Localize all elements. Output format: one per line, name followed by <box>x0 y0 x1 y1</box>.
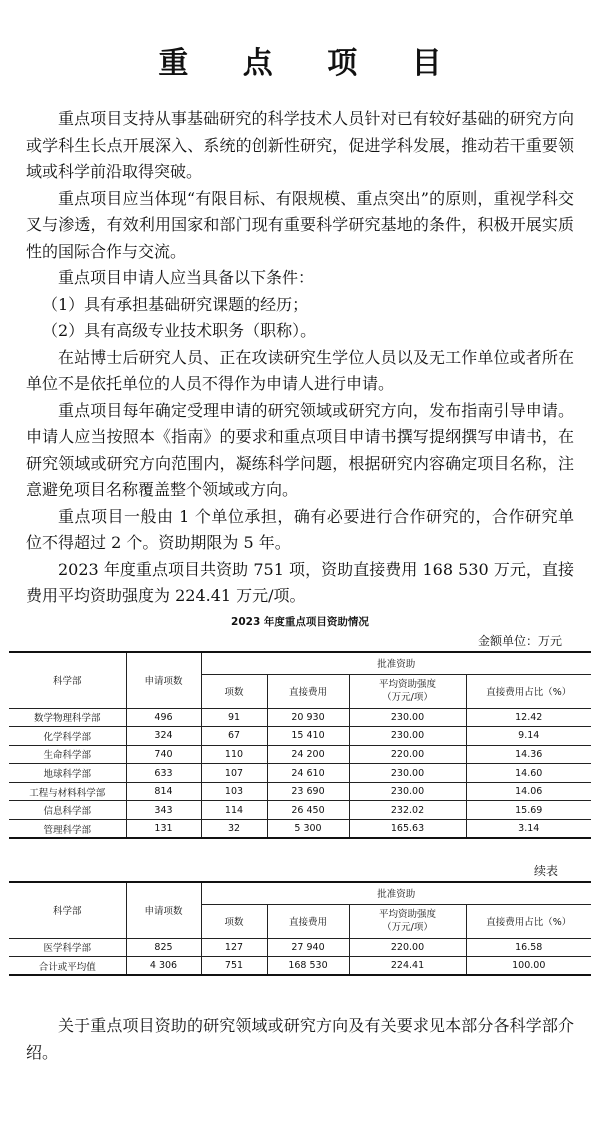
header-count: 项数 <box>201 674 267 708</box>
funding-table-continued <box>9 881 591 976</box>
table-row <box>9 801 591 820</box>
table-cell: 825 <box>126 938 201 957</box>
table-cell: 751 <box>201 957 267 976</box>
page-title: 重 点 项 目 <box>158 46 464 81</box>
paragraph: 2023 年度重点项目共资助 751 项，资助直接费用 168 530 万元，直接费用平均资助强度为 224.41 万元/项。 <box>26 559 574 605</box>
table-row <box>9 708 591 727</box>
table-cell: 5 300 <box>267 820 349 839</box>
paragraph: 重点项目每年确定受理申请的研究领域或研究方向，发布指南引导申请。申请人应当按照本《指南》的要求和重点项目申请书撰写提纲撰写申请书，在研究领域或研究方向范围内，凝练科学问题，根据研究内容确定项目名称，注意避免项目名称覆盖整个领域或方向。 <box>26 400 574 499</box>
table-cell: 110 <box>201 745 267 764</box>
table-cell: 14.06 <box>466 782 591 801</box>
table-cell: 26 450 <box>267 801 349 820</box>
header-avg-intensity: 平均资助强度 （万元/项） <box>349 674 466 708</box>
table-cell: 324 <box>126 727 201 746</box>
table-cell: 12.42 <box>466 708 591 727</box>
footer-note: 关于重点项目资助的研究领域或研究方向及有关要求见本部分各科学部介绍。 <box>26 1016 574 1062</box>
table-cell: 114 <box>201 801 267 820</box>
condition-item: （2）具有高级专业技术职务（职称）。 <box>42 321 317 340</box>
table-cell: 信息科学部 <box>9 801 126 820</box>
table-cell: 15.69 <box>466 801 591 820</box>
table-cell: 165.63 <box>349 820 466 839</box>
table-cell: 220.00 <box>349 938 466 957</box>
table-cell: 168 530 <box>267 957 349 976</box>
table-cell: 3.14 <box>466 820 591 839</box>
paragraph: 在站博士后研究人员、正在攻读研究生学位人员以及无工作单位或者所在单位不是依托单位的人员不得作为申请人进行申请。 <box>26 347 574 393</box>
header-approved: 批准资助 <box>201 652 591 674</box>
table-row <box>9 745 591 764</box>
table-cell: 91 <box>201 708 267 727</box>
header-applications: 申请项数 <box>126 652 201 708</box>
table-cell: 9.14 <box>466 727 591 746</box>
header-share: 直接费用占比（%） <box>466 904 591 938</box>
table-cell: 14.60 <box>466 764 591 783</box>
header-department: 科学部 <box>9 882 126 938</box>
table-cell: 16.58 <box>466 938 591 957</box>
paragraph: 重点项目支持从事基础研究的科学技术人员针对已有较好基础的研究方向或学科生长点开展深入、系统的创新性研究，促进学科发展，推动若干重要领域或科学前沿取得突破。 <box>26 109 574 181</box>
table-cell: 131 <box>126 820 201 839</box>
table-unit: 金额单位：万元 <box>477 634 562 648</box>
table-cell: 23 690 <box>267 782 349 801</box>
table-cell: 合计或平均值 <box>9 957 126 976</box>
table-row <box>9 820 591 839</box>
header-direct-cost: 直接费用 <box>267 674 349 708</box>
header-approved: 批准资助 <box>201 882 591 904</box>
table-cell: 496 <box>126 708 201 727</box>
table-cell: 100.00 <box>466 957 591 976</box>
header-count: 项数 <box>201 904 267 938</box>
table-cell: 14.36 <box>466 745 591 764</box>
table-cell: 管理科学部 <box>9 820 126 839</box>
header-department: 科学部 <box>9 652 126 708</box>
table-cell: 343 <box>126 801 201 820</box>
table-cell: 4 306 <box>126 957 201 976</box>
table-cell: 107 <box>201 764 267 783</box>
table-cell: 103 <box>201 782 267 801</box>
table-cell: 814 <box>126 782 201 801</box>
table-cell: 27 940 <box>267 938 349 957</box>
header-direct-cost: 直接费用 <box>267 904 349 938</box>
table-cell: 230.00 <box>349 764 466 783</box>
table-cell: 232.02 <box>349 801 466 820</box>
table-cell: 地球科学部 <box>9 764 126 783</box>
header-avg-intensity: 平均资助强度 （万元/项） <box>349 904 466 938</box>
table-row <box>9 938 591 957</box>
paragraph: 重点项目申请人应当具备以下条件： <box>58 268 315 287</box>
table-cell: 20 930 <box>267 708 349 727</box>
table-cell: 740 <box>126 745 201 764</box>
table-row <box>9 782 591 801</box>
header-share: 直接费用占比（%） <box>466 674 591 708</box>
table-cell: 24 200 <box>267 745 349 764</box>
table-cell: 32 <box>201 820 267 839</box>
paragraph: 重点项目一般由 1 个单位承担，确有必要进行合作研究的，合作研究单位不得超过 2 个。资助期限为 5 年。 <box>26 506 574 552</box>
table-cell: 化学科学部 <box>9 727 126 746</box>
table-cell: 230.00 <box>349 708 466 727</box>
table-title: 2023 年度重点项目资助情况 <box>231 616 369 628</box>
table-cell: 220.00 <box>349 745 466 764</box>
funding-table <box>9 651 591 839</box>
table-continued-label: 续表 <box>533 864 558 878</box>
table-cell: 127 <box>201 938 267 957</box>
header-applications: 申请项数 <box>126 882 201 938</box>
table-cell: 633 <box>126 764 201 783</box>
table-cell: 工程与材料科学部 <box>9 782 126 801</box>
table-cell: 生命科学部 <box>9 745 126 764</box>
condition-item: （1）具有承担基础研究课题的经历； <box>42 294 309 314</box>
table-cell: 230.00 <box>349 782 466 801</box>
table-row <box>9 764 591 783</box>
table-cell: 224.41 <box>349 957 466 976</box>
table-row <box>9 727 591 746</box>
table-total-row <box>9 957 591 976</box>
paragraph: 重点项目应当体现“有限目标、有限规模、重点突出”的原则，重视学科交叉与渗透，有效利用国家和部门现有重要科学研究基地的条件，积极开展实质性的国际合作与交流。 <box>26 188 574 261</box>
table-cell: 医学科学部 <box>9 938 126 957</box>
table-cell: 230.00 <box>349 727 466 746</box>
table-cell: 数学物理科学部 <box>9 708 126 727</box>
body-text <box>26 106 574 610</box>
table-cell: 24 610 <box>267 764 349 783</box>
table-cell: 15 410 <box>267 727 349 746</box>
table-cell: 67 <box>201 727 267 746</box>
